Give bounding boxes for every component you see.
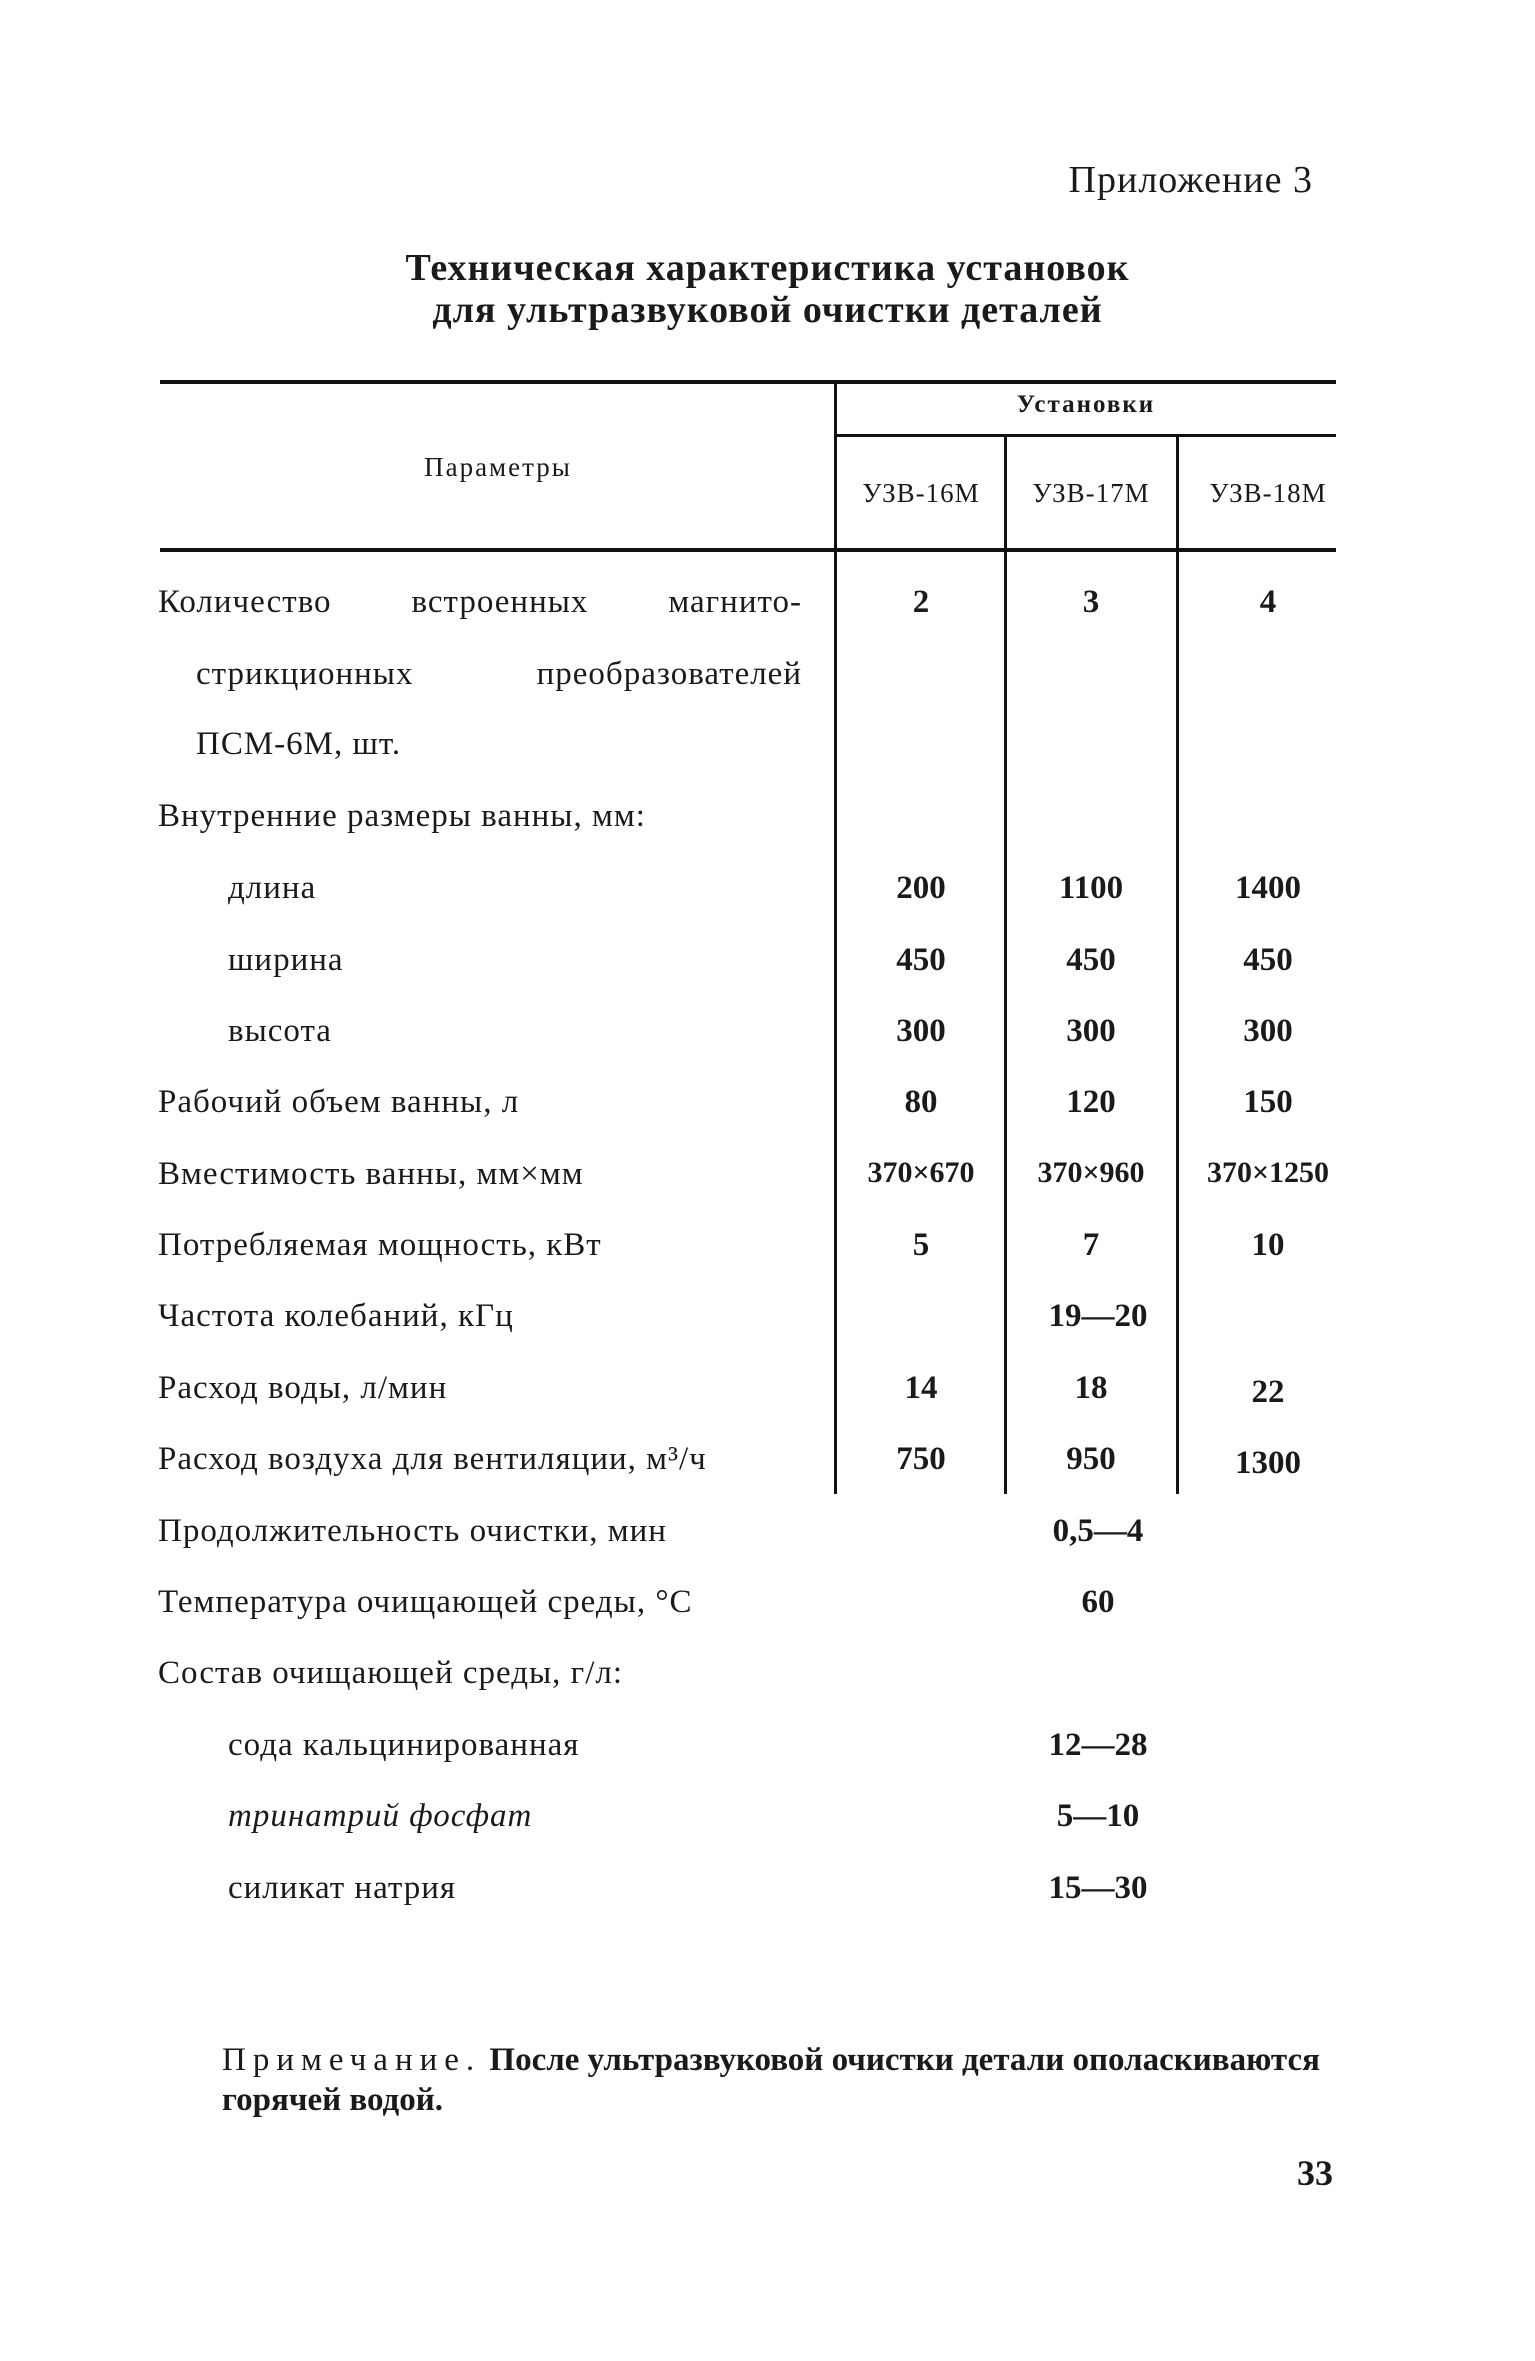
cell-value-shared: 5—10 [1056, 1798, 1140, 1834]
cell-value: 450 [1243, 942, 1293, 978]
footnote-prefix: Примечание. [222, 2042, 482, 2078]
row-label: силикат натрия [228, 1870, 457, 1906]
column-header-parameters: Параметры [424, 452, 572, 482]
cell-value: 120 [1066, 1084, 1116, 1120]
cell-value: 370×670 [867, 1156, 975, 1189]
column-group-header: Установки [1016, 391, 1156, 418]
cell-value: 150 [1243, 1084, 1293, 1120]
cell-value: 5 [912, 1227, 930, 1263]
cell-value: 10 [1251, 1227, 1285, 1263]
cell-value: 2 [912, 584, 930, 620]
row-label: Потребляемая мощность, кВт [158, 1227, 602, 1263]
cell-value: 300 [1066, 1013, 1116, 1049]
table-header-bottom-rule [160, 548, 1336, 552]
appendix-label: Приложение 3 [1068, 159, 1313, 201]
row-label: Состав очищающей среды, г/л: [158, 1655, 624, 1691]
row-label: Температура очищающей среды, °С [158, 1584, 693, 1620]
footnote [222, 2040, 1342, 2120]
table-group-rule [836, 434, 1336, 437]
table-top-rule [160, 380, 1336, 384]
cell-value: 1300 [1235, 1445, 1301, 1481]
footnote-text: После ультразвуковой очистки детали ополаскиваются горячей водой. [222, 2042, 1320, 2118]
cell-value: 4 [1259, 584, 1277, 620]
cell-value: 370×1250 [1206, 1156, 1330, 1189]
cell-value: 80 [904, 1084, 938, 1120]
cell-value: 3 [1082, 584, 1100, 620]
cell-value: 300 [896, 1013, 946, 1049]
cell-value: 750 [896, 1441, 946, 1477]
column-header-uzv17m: УЗВ-17М [1032, 478, 1150, 508]
column-header-uzv18m: УЗВ-18М [1209, 478, 1327, 508]
row-label: ширина [228, 942, 344, 978]
cell-value-shared: 19—20 [1048, 1298, 1148, 1334]
cell-value-shared: 12—28 [1048, 1727, 1148, 1763]
row-label: Частота колебаний, кГц [158, 1298, 514, 1334]
cell-value: 950 [1066, 1441, 1116, 1477]
cell-value: 14 [904, 1370, 938, 1406]
row-label: высота [228, 1013, 332, 1049]
cell-value: 7 [1082, 1227, 1100, 1263]
row-label: длина [228, 870, 317, 906]
row-label: сода кальцинированная [228, 1727, 580, 1763]
cell-value: 300 [1243, 1013, 1293, 1049]
table-title-line-1: Техническая характеристика установок [405, 247, 1130, 289]
row-label-line-3: ПСМ-6М, шт. [196, 726, 402, 762]
row-label: Расход воды, л/мин [158, 1370, 448, 1406]
cell-value: 370×960 [1037, 1156, 1145, 1189]
cell-value: 22 [1251, 1374, 1285, 1410]
row-label: тринатрий фосфат [228, 1798, 533, 1834]
cell-value: 450 [1066, 942, 1116, 978]
row-label: Расход воздуха для вентиляции, м³/ч [158, 1441, 707, 1477]
cell-value-shared: 60 [1081, 1584, 1115, 1620]
row-label: Продолжительность очистки, мин [158, 1513, 667, 1549]
row-label: Внутренние размеры ванны, мм: [158, 798, 646, 834]
column-divider-1 [834, 382, 837, 1494]
column-header-uzv16m: УЗВ-16М [862, 478, 980, 508]
table-title-line-2: для ультразвуковой очистки деталей [432, 289, 1103, 331]
row-label-line-1: Количество встроенных магнито- [158, 584, 802, 620]
cell-value: 18 [1074, 1370, 1108, 1406]
cell-value: 1100 [1058, 870, 1124, 906]
row-label: Рабочий объем ванны, л [158, 1084, 520, 1120]
cell-value-shared: 15—30 [1048, 1870, 1148, 1906]
cell-value-shared: 0,5—4 [1052, 1513, 1144, 1549]
row-label: Вместимость ванны, мм×мм [158, 1156, 584, 1192]
cell-value: 450 [896, 942, 946, 978]
cell-value: 200 [896, 870, 946, 906]
page-number: 33 [1297, 2153, 1333, 2193]
column-divider-2 [1004, 435, 1007, 1494]
cell-value: 1400 [1235, 870, 1301, 906]
row-label-line-2: стрикционных преобразователей [196, 656, 802, 692]
